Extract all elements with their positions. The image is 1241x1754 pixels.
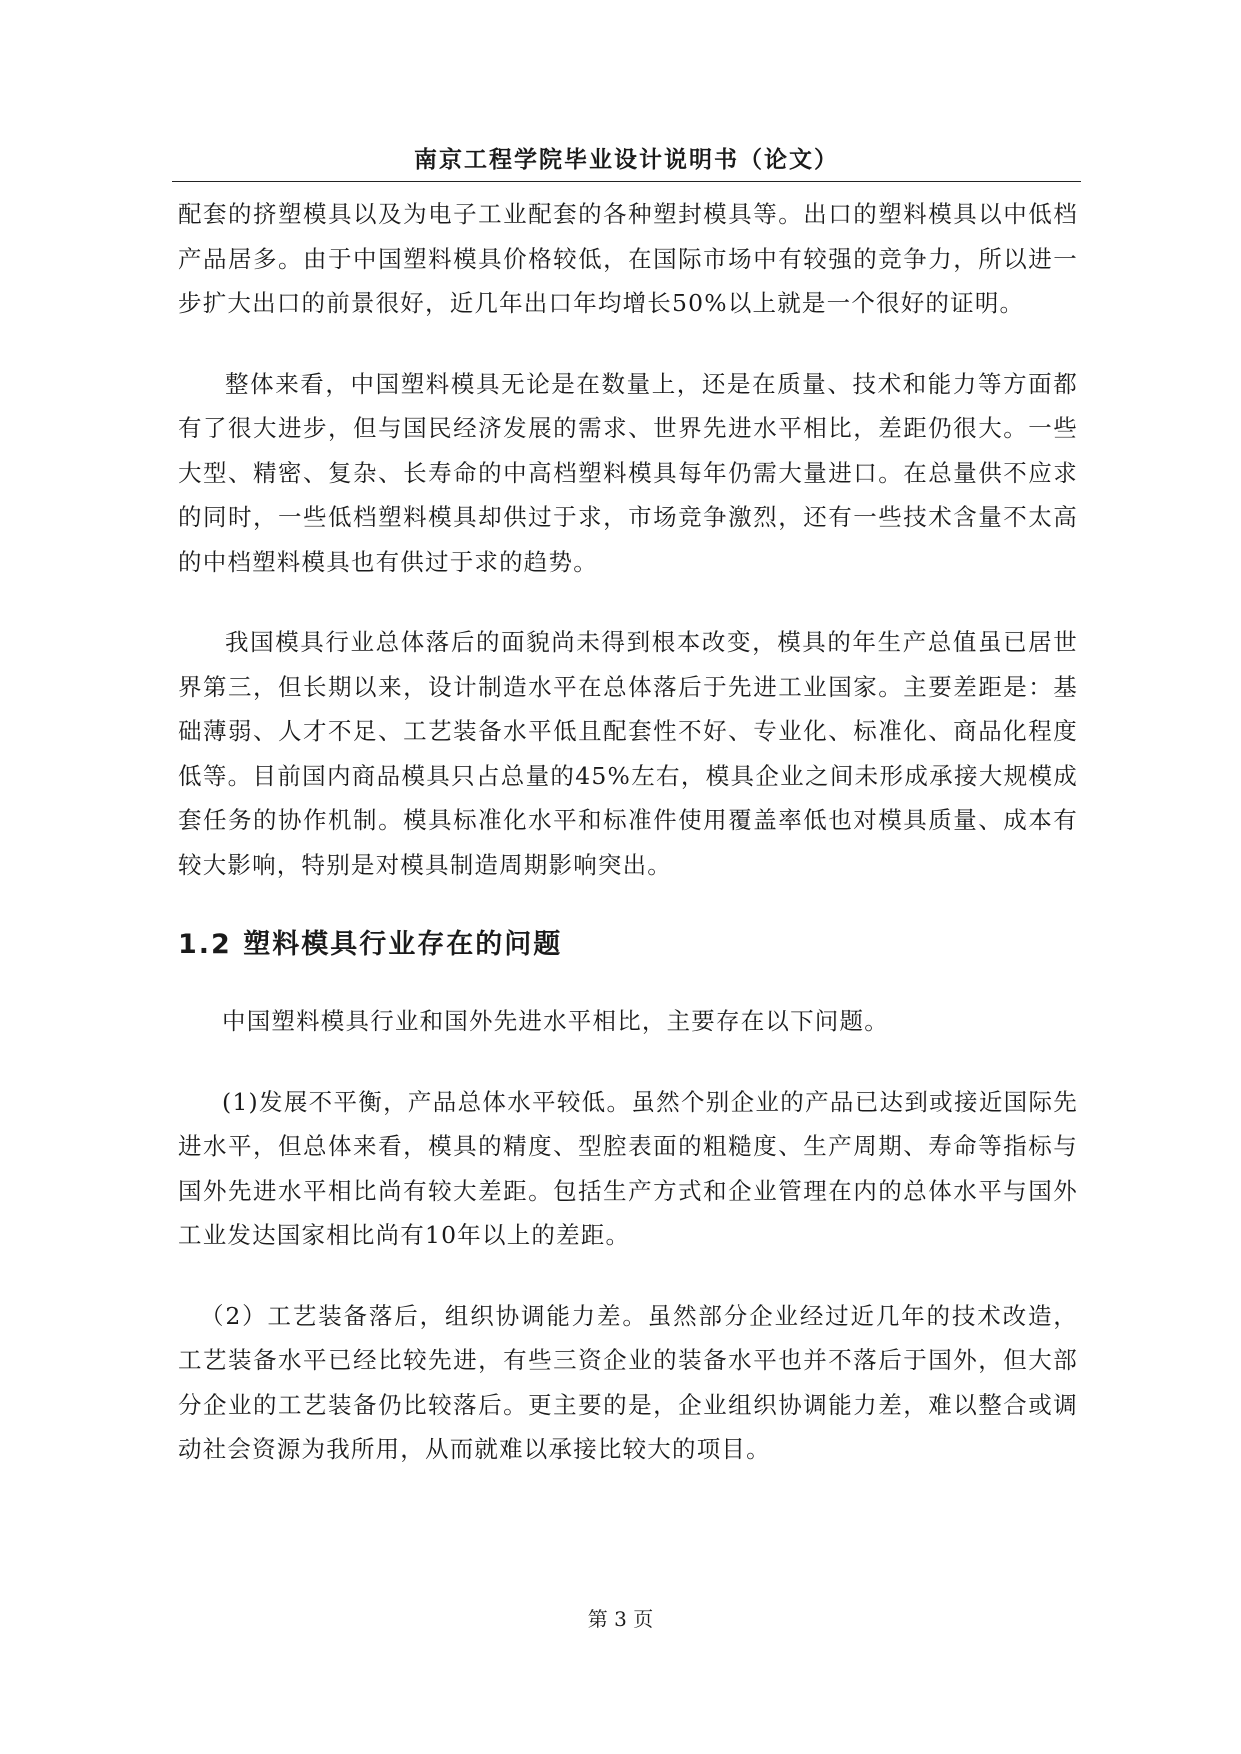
paragraph-spacer	[178, 584, 1078, 620]
section-heading-1-2: 1.2 塑料模具行业存在的问题	[178, 929, 563, 960]
paragraph-problem-2: （2）工艺装备落后，组织协调能力差。虽然部分企业经过近几年的技术改造，工艺装备水平已经比较先进，有些三资企业的装备水平也并不落后于国外，但大部分企业的工艺装备仍比较落后。更主要的是，企业组织协调能力差，难以整合或调动社会资源为我所用，从而就难以承接比较大的项目。	[178, 1301, 1078, 1463]
paragraph-spacer	[178, 973, 1078, 999]
header-divider	[172, 181, 1081, 182]
paragraph-spacer	[178, 1044, 1078, 1080]
page-header-title: 南京工程学院毕业设计说明书（论文）	[414, 147, 839, 173]
paragraph-problems-intro: 中国塑料模具行业和国外先进水平相比，主要存在以下问题。	[222, 1007, 889, 1035]
paragraph-overall-view: 整体来看，中国塑料模具无论是在数量上，还是在质量、技术和能力等方面都有了很大进步，但与国民经济发展的需求、世界先进水平相比，差距仍很大。一些大型、精密、复杂、长寿命的中高档塑料模具每年仍需大量进口。在总量供不应求的同时，一些低档塑料模具却供过于求，市场竞争激烈，还有一些技术含量不太高的中档塑料模具也有供过于求的趋势。	[178, 369, 1078, 576]
paragraph-spacer	[178, 887, 1078, 923]
paragraph-spacer	[178, 1258, 1078, 1294]
page-number: 第 3 页	[587, 1607, 654, 1631]
paragraph-problem-1: (1)发展不平衡，产品总体水平较低。虽然个别企业的产品已达到或接近国际先进水平，但总体来看，模具的精度、型腔表面的粗糙度、生产周期、寿命等指标与国外先进水平相比尚有较大差距。包括生产方式和企业管理在内的总体水平与国外工业发达国家相比尚有10年以上的差距。	[178, 1087, 1078, 1249]
paragraph-spacer	[178, 326, 1078, 362]
paragraph-industry-backwardness: 我国模具行业总体落后的面貌尚未得到根本改变，模具的年生产总值虽已居世界第三，但长期以来，设计制造水平在总体落后于先进工业国家。主要差距是：基础薄弱、人才不足、工艺装备水平低且配套性不好、专业化、标准化、商品化程度低等。目前国内商品模具只占总量的45%左右，模具企业之间未形成承接大规模成套任务的协作机制。模具标准化水平和标准件使用覆盖率低也对模具质量、成本有较大影响，特别是对模具制造周期影响突出。	[178, 628, 1078, 879]
paragraph-export-molds: 配套的挤塑模具以及为电子工业配套的各种塑封模具等。出口的塑料模具以中低档产品居多。由于中国塑料模具价格较低，在国际市场中有较强的竞争力，所以进一步扩大出口的前景很好，近几年出口年均增长50%以上就是一个很好的证明。	[178, 200, 1078, 317]
document-body	[178, 192, 1078, 1472]
